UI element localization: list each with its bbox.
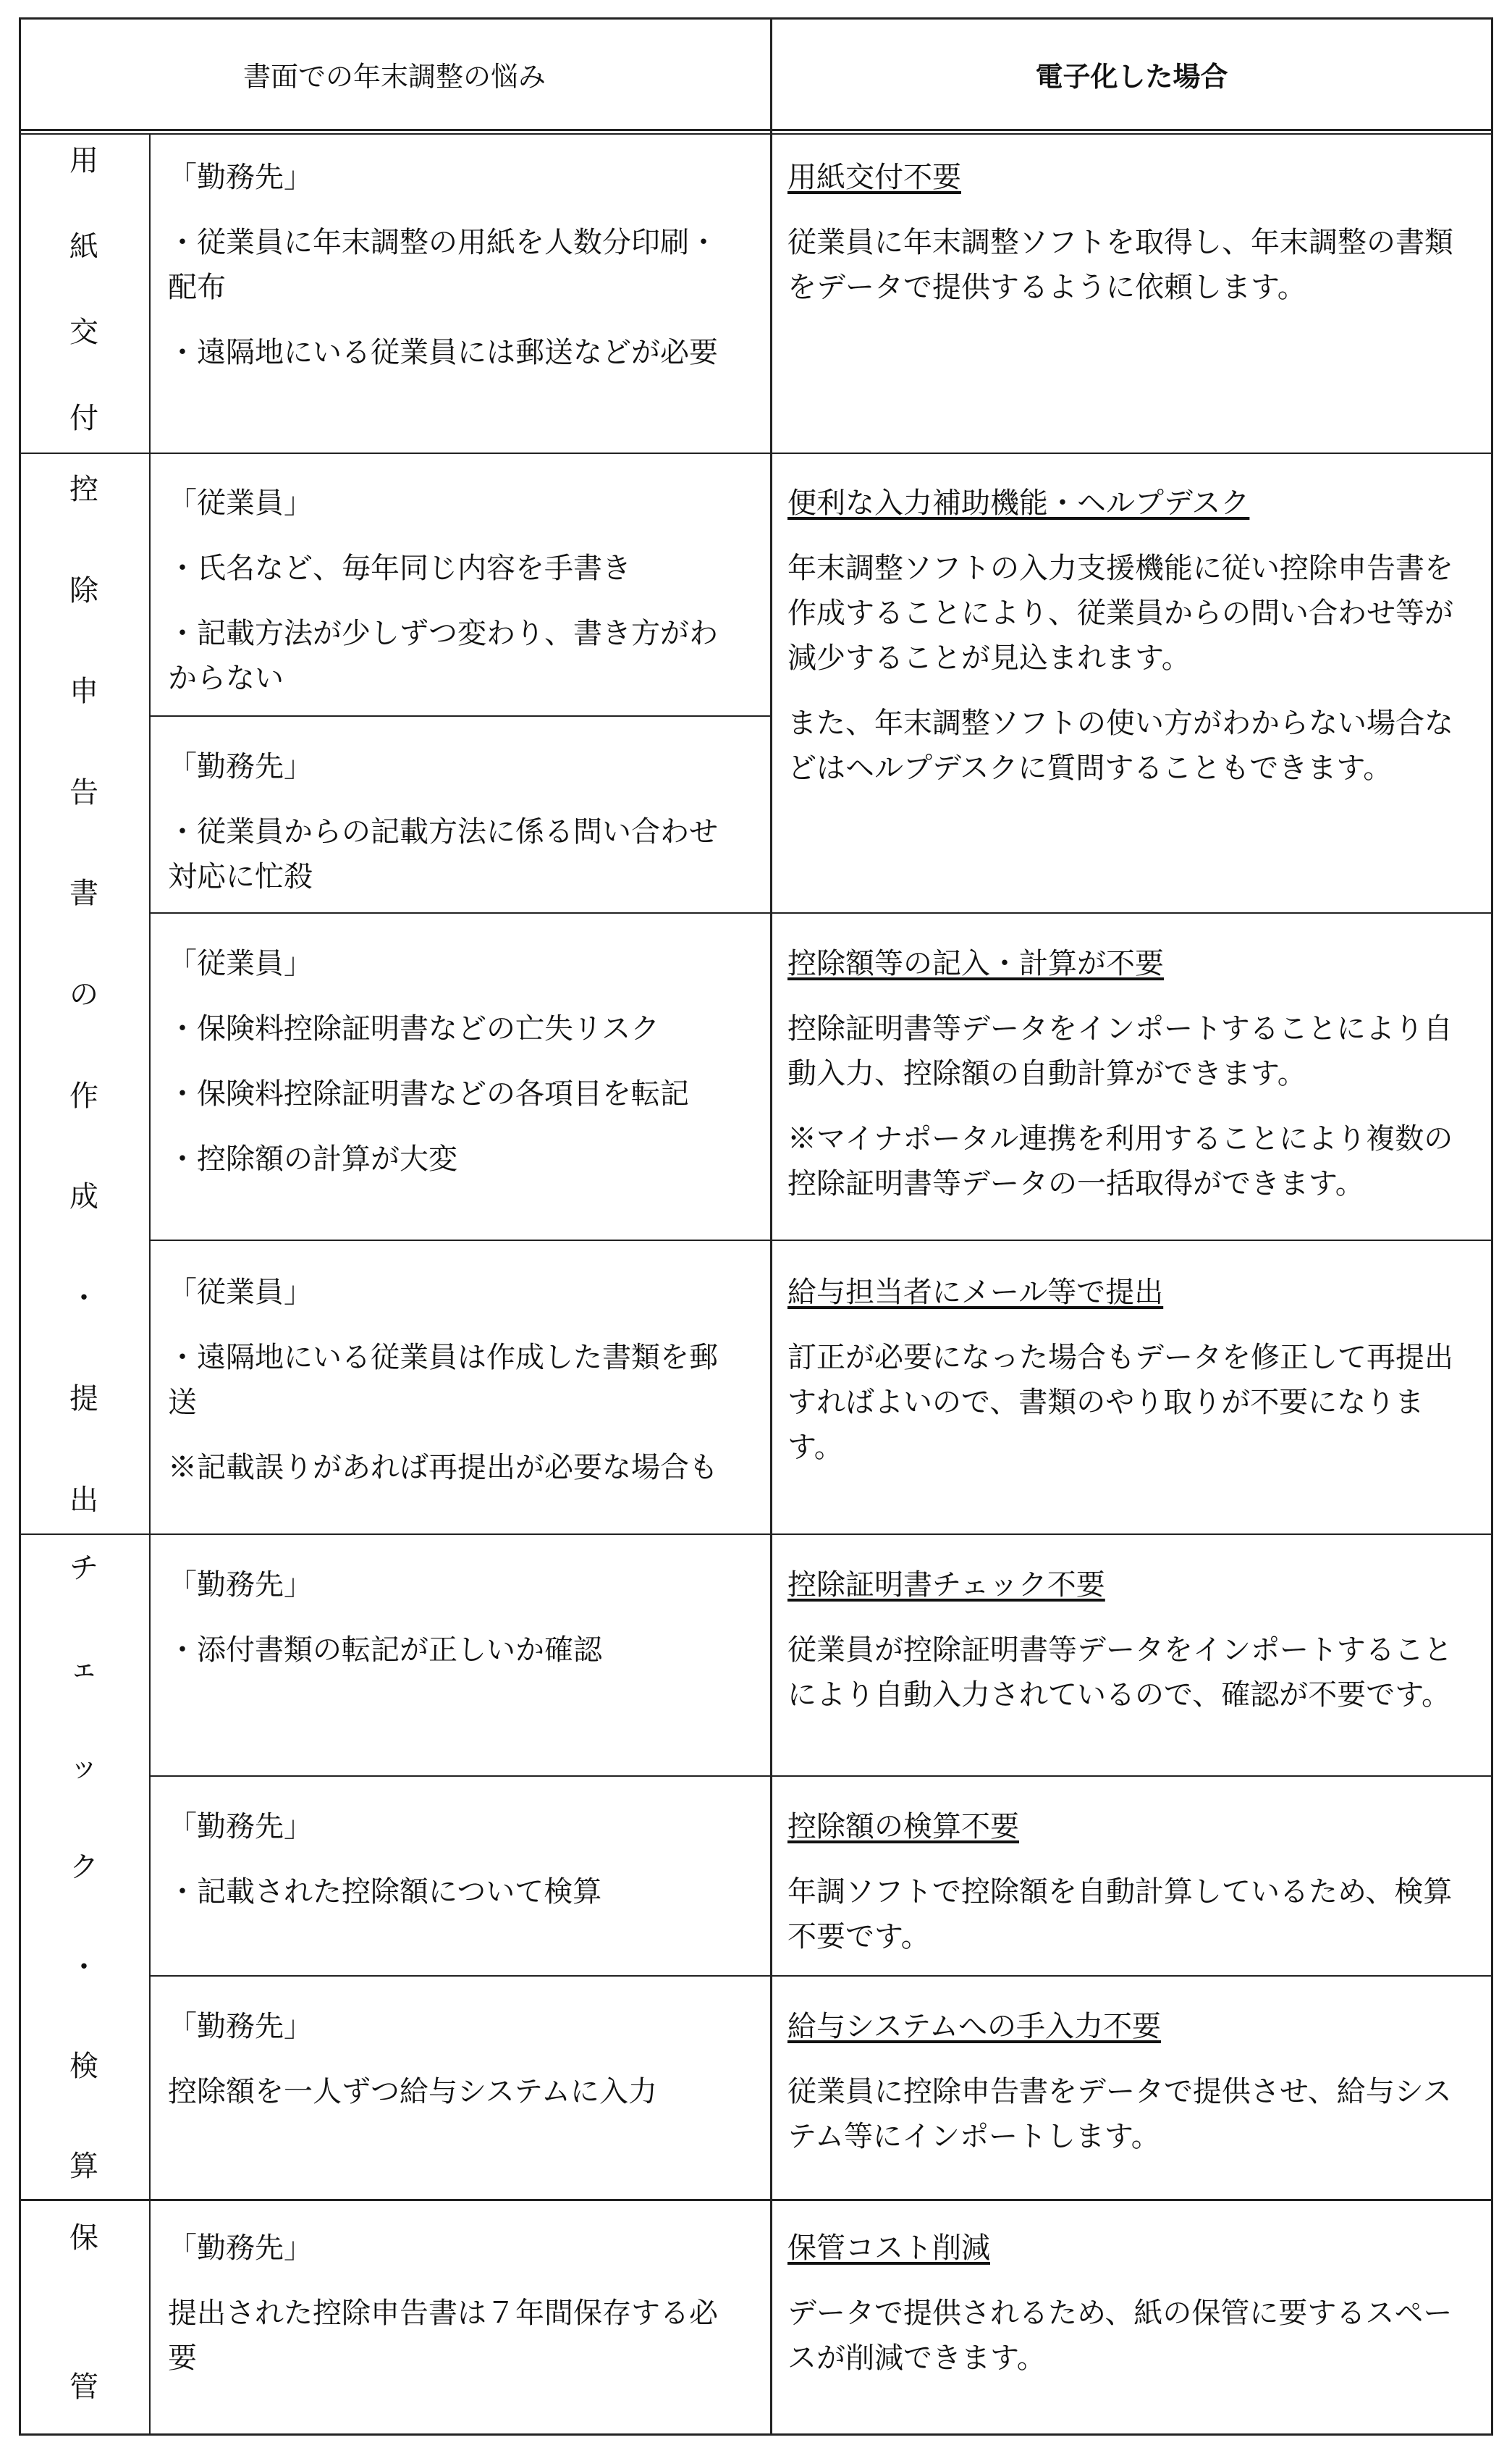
actor-label: 「勤務先」 [168,2010,313,2043]
table-border-right [1491,17,1493,2436]
actor-label: 「従業員」 [168,487,313,520]
category-char: 提 [69,1382,98,1416]
issue-item: ・遠隔地にいる従業員は作成した書類を郵送 [168,1341,718,1419]
issue-item: ・保険料控除証明書などの各項目を転記 [168,1077,689,1111]
category-char: 出 [69,1483,98,1517]
solution-text: 従業員に年末調整ソフトを取得し、年末調整の書類をデータで提供するように依頼します。 [787,226,1453,304]
actor-label: 「勤務先」 [168,2231,313,2265]
header-left: 書面での年末調整の悩み [242,60,546,93]
row4-left [168,1270,725,1490]
row4-right [787,1270,1453,1470]
issue-item: ・従業員からの記載方法に係る問い合わせ対応に忙殺 [168,815,718,893]
row5-right [787,1562,1453,1717]
category-label-create [19,474,149,1516]
actor-label: 「勤務先」 [168,1810,313,1843]
solution-title: 控除証明書チェック不要 [787,1568,1105,1602]
row6-right [787,1804,1453,1959]
category-label-storage [19,2222,149,2403]
row-divider-7 [149,1975,1493,1977]
category-char: 申 [69,675,98,709]
solution-title: 給与担当者にメール等で提出 [787,1276,1164,1309]
solution-title: 保管コスト削減 [787,2231,990,2265]
row2a-left [168,481,725,701]
category-char: 保 [69,2221,98,2255]
issue-item: ・添付書類の転記が正しいか確認 [168,1633,602,1667]
issue-item: ・氏名など、毎年同じ内容を手書き [168,552,631,585]
actor-label: 「従業員」 [168,947,313,980]
category-char: 書 [69,877,98,911]
solution-text: データで提供されるため、紙の保管に要するスペースが削減できます。 [787,2297,1453,2375]
row-divider-2a [149,715,770,717]
category-char: ッ [69,1751,98,1785]
row6-left [168,1804,725,1914]
category-char: 検 [69,2050,98,2084]
solution-text: 従業員が控除証明書等データをインポートすることにより自動入力されているので、確認が不要です。 [787,1633,1453,1712]
category-divider-2 [19,1533,1493,1535]
row3-left [168,941,725,1182]
category-char: ・ [69,1950,98,1984]
category-divider-3 [19,2199,1493,2201]
row2-right [787,481,1453,791]
row-divider-4 [149,1240,1493,1241]
category-divider-1 [19,453,1493,454]
issue-item: ・従業員に年末調整の用紙を人数分印刷・配布 [168,226,718,304]
row7-left [168,2004,725,2114]
category-char: 作 [69,1079,98,1113]
issue-item: 提出された控除申告書は７年間保存する必要 [168,2297,718,2375]
issue-item: ・記載された控除額について検算 [168,1875,602,1909]
category-char: 交 [69,316,98,350]
solution-title: 控除額の検算不要 [787,1810,1019,1843]
row3-right [787,941,1453,1206]
category-char: ・ [69,1281,98,1315]
solution-text: 控除証明書等データをインポートすることにより自動入力、控除額の自動計算ができます。 [787,1012,1453,1090]
solution-text: ※マイナポータル連携を利用することにより複数の控除証明書等データの一括取得ができます。 [787,1122,1453,1200]
issue-item: 控除額を一人ずつ給与システムに入力 [168,2075,657,2108]
category-char: 付 [69,401,98,435]
category-label-check [19,1552,149,2182]
solution-text: 年調ソフトで控除額を自動計算しているため、検算不要です。 [787,1875,1453,1953]
category-char: ェ [69,1651,98,1685]
solution-text: 従業員に控除申告書をデータで提供させ、給与システム等にインポートします。 [787,2075,1452,2153]
row8-left [168,2226,725,2381]
row-divider-6 [149,1775,1493,1777]
category-char: 算 [69,2149,98,2183]
issue-item: ・遠隔地にいる従業員には郵送などが必要 [168,336,718,369]
solution-text: 年末調整ソフトの入力支援機能に従い控除申告書を作成することにより、従業員からの問い合わせ等が減少することが見込まれます。 [787,552,1453,675]
issue-item: ・控除額の計算が大変 [168,1143,457,1176]
issue-item: ・記載方法が少しずつ変わり、書き方がわからない [168,617,718,695]
category-label-paper [19,145,149,434]
category-char: 成 [69,1180,98,1214]
category-char: の [69,977,98,1011]
actor-label: 「従業員」 [168,1276,313,1309]
solution-title: 控除額等の記入・計算が不要 [787,947,1164,980]
category-char: 除 [69,573,98,607]
row5-left [168,1562,725,1672]
category-char: 告 [69,775,98,809]
category-char: 管 [69,2370,98,2404]
issue-item: ・保険料控除証明書などの亡失リスク [168,1012,660,1045]
table-border-bottom [19,2433,1493,2436]
row1-right [787,155,1453,310]
category-char: 用 [69,144,98,177]
solution-title: 用紙交付不要 [787,161,961,194]
row-divider-3 [149,912,1493,914]
solution-text: 訂正が必要になった場合もデータを修正して再提出すればよいので、書類のやり取りが不要になります。 [787,1341,1453,1464]
header-right: 電子化した場合 [1035,60,1228,93]
header-divider-2 [19,133,1493,135]
issue-item: ※記載誤りがあれば再提出が必要な場合も [168,1451,718,1484]
actor-label: 「勤務先」 [168,1568,313,1602]
category-column-divider [149,133,151,2436]
category-char: 控 [69,473,98,506]
middle-column-divider [770,17,772,2436]
solution-text: また、年末調整ソフトの使い方がわからない場合などはヘルプデスクに質問することもできます。 [787,707,1453,785]
row1-left [168,155,725,375]
category-char: チ [69,1552,98,1585]
row2b-left [168,744,725,899]
actor-label: 「勤務先」 [168,161,313,194]
solution-title: 便利な入力補助機能・ヘルプデスク [787,487,1250,520]
category-char: 紙 [69,230,98,264]
solution-title: 給与システムへの手入力不要 [787,2010,1161,2043]
category-char: ク [69,1850,98,1884]
actor-label: 「勤務先」 [168,750,313,783]
row7-right [787,2004,1453,2159]
comparison-table [19,17,1493,2436]
row8-right [787,2226,1453,2381]
